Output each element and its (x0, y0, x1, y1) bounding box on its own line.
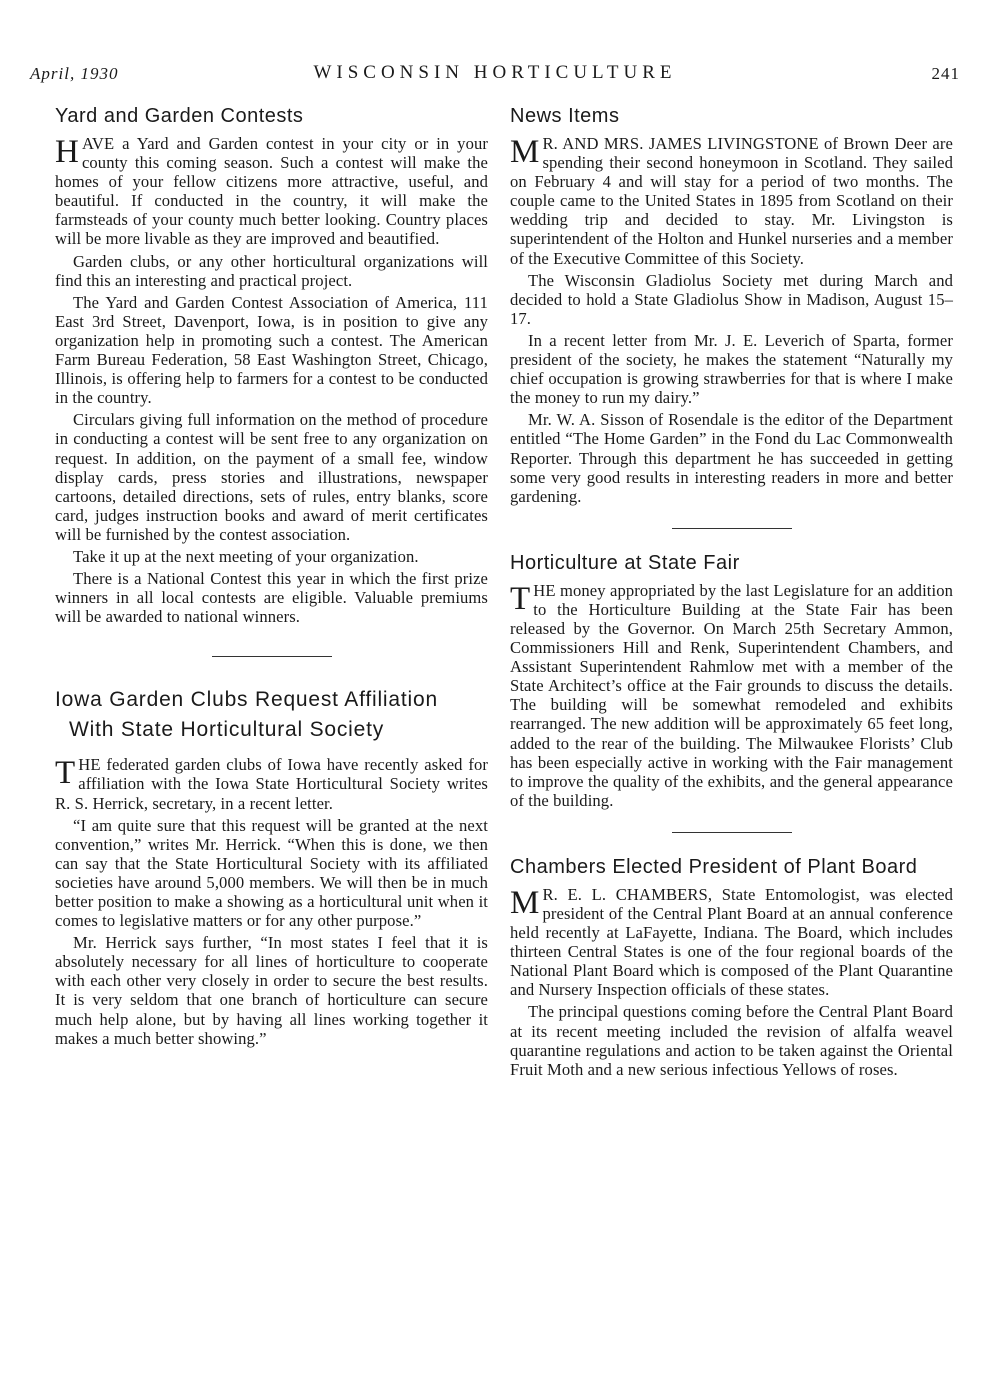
paragraph: The Yard and Garden Contest Association of America, 111 East 3rd Street, Davenport, Iowa, is in position to give any organization help in promoting such a contest. The American Farm Bureau Federation, 58 East Washington Street, Chicago, Illinois, is offering help to farmers for a contest to be conducted in the country. (55, 292, 488, 408)
article-title: News Items (510, 105, 620, 127)
article-lead-paragraph (55, 134, 488, 249)
drop-cap: T (510, 580, 531, 617)
drop-cap: M (510, 134, 540, 170)
running-header (30, 62, 960, 88)
article-lead-paragraph (510, 581, 953, 810)
drop-cap: H (55, 134, 79, 170)
paragraph: Circulars giving full information on the method of procedure in conducting a contest will be sent free to any organization on request. In addition, on the payment of a small fee, window display cards, press stories and illustrations, newspaper cartoons, detailed directions, sets of rules, entry blanks, score card, judges instruction books and award of merit certificates will be furnished by the contest association. (55, 410, 488, 544)
paragraph: There is a National Contest this year in which the first prize winners in all local contests are eligible. Valuable premiums will be awarded to national winners. (55, 569, 488, 627)
section-divider (212, 656, 332, 657)
article-title: Chambers Elected President of Plant Board (510, 855, 918, 878)
article-title-line-1: Iowa Garden Clubs Request Affiliation (55, 688, 438, 712)
lead-text: AVE a Yard and Garden contest in your city or in your county this coming season. Such a contest will make the homes of your fellow citizens more attractive, useful, and beautiful. If conducted in the country, it will make the farmsteads of your county much better looking. Country places will be more livable as they are improved and beautified. (55, 134, 488, 249)
article-lead-paragraph (510, 885, 953, 1000)
lead-text: R. E. L. CHAMBERS, State Entomologist, was elected president of the Central Plant Board at an annual conference held recently at LaFayette, Indiana. The Board, which includes thirteen Central States is one of the four regional boards of the National Plant Board which is composed of the Plant Quarantine and Nursery Inspection officials of these states. (510, 884, 953, 1000)
drop-cap: T (55, 755, 76, 792)
article-title (55, 685, 488, 745)
lead-text: R. AND MRS. JAMES LIVINGSTONE of Brown Deer are spending their second honeymoon in Scotland. They sailed on February 4 and will stay for a period of two months. The couple came to the United States in 1895 from Scotland on their wedding trip and decided to stay. Mr. Livingston is superintendent of the Holton and Hunkel nurseries and a member of the Executive Committee of this Society. (510, 134, 953, 268)
article-title: Horticulture at State Fair (510, 551, 740, 574)
left-column (55, 104, 488, 1051)
section-divider (672, 528, 792, 529)
lead-text: HE federated garden clubs of Iowa have recently asked for affiliation with the Iowa State Horticultural Society writes R. S. Herrick, secretary, in a recent letter. (55, 755, 488, 813)
paragraph: Take it up at the next meeting of your organization. (73, 546, 419, 566)
page-number: 241 (931, 64, 960, 83)
article-lead-paragraph (510, 134, 953, 268)
drop-cap: M (510, 884, 540, 921)
issue-date: April, 1930 (30, 64, 119, 83)
article-yard-garden-contests (55, 104, 488, 626)
section-divider (672, 832, 792, 833)
right-column (510, 104, 953, 1082)
article-title-line-2: With State Horticultural Society (69, 718, 385, 742)
paragraph: Garden clubs, or any other horticultural organizations will find this an interesting and practical project. (55, 251, 488, 290)
paragraph: The principal questions coming before the Central Plant Board at its recent meeting included the revision of alfalfa weavel quarantine regulations and action to be taken against the Oriental Fruit Moth and a new serious infectious Yellows of roses. (510, 1002, 953, 1079)
lead-text: HE money appropriated by the last Legislature for an addition to the Horticulture Building at the State Fair has been released by the Governor. On March 25th Secretary Ammon, Commissioners Hill and Renk, Superintendent Chambers, and Assistant Superintendent Rahmlow met with a member of the State Architect’s office at the Fair grounds to discuss the details. The building will be somewhat remodeled and exhibits rearranged. The new addition will be approximately 65 feet long, added to the rear of the building. The Milwaukee Florists’ Club has been especially active in working with the Fair management to improve the quality of the exhibits, and the general appearance of the building. (510, 580, 953, 810)
article-horticulture-state-fair (510, 551, 953, 810)
paragraph: “I am quite sure that this request will be granted at the next convention,” writes Mr. Herrick. “When this is done, we then can say that the State Horticultural Society with its affiliated societies have around 5,000 members. We will then be in much better position to make a showing as a horticultural unit when it comes to legislative matters or for any other purpose.” (55, 815, 488, 931)
paragraph: The Wisconsin Gladiolus Society met during March and decided to hold a State Gladiolus Show in Madison, August 15–17. (510, 270, 953, 328)
article-news-items (510, 104, 953, 506)
article-lead-paragraph (55, 755, 488, 812)
article-title: Yard and Garden Contests (55, 105, 304, 127)
article-chambers-elected (510, 855, 953, 1079)
paragraph: Mr. Herrick says further, “In most states I feel that it is absolutely necessary for all lines of horticulture to cooperate with each other very closely in order to secure the best results. It is very seldom that one branch of horticulture can secure much help alone, but by having all lines working together it makes a much better showing.” (55, 933, 488, 1048)
paragraph: Mr. W. A. Sisson of Rosendale is the editor of the Department entitled “The Home Garden” in the Fond du Lac Commonwealth Reporter. Through this department he has succeeded in getting some very good results in interesting readers in more and better gardening. (510, 410, 953, 506)
paragraph: In a recent letter from Mr. J. E. Leverich of Sparta, former president of the society, he makes the statement “Naturally my chief occupation is growing strawberries for that is where I make the money to run my dairy.” (510, 330, 953, 408)
journal-title: WISCONSIN HORTICULTURE (313, 62, 677, 83)
article-iowa-garden-clubs (55, 685, 488, 1047)
